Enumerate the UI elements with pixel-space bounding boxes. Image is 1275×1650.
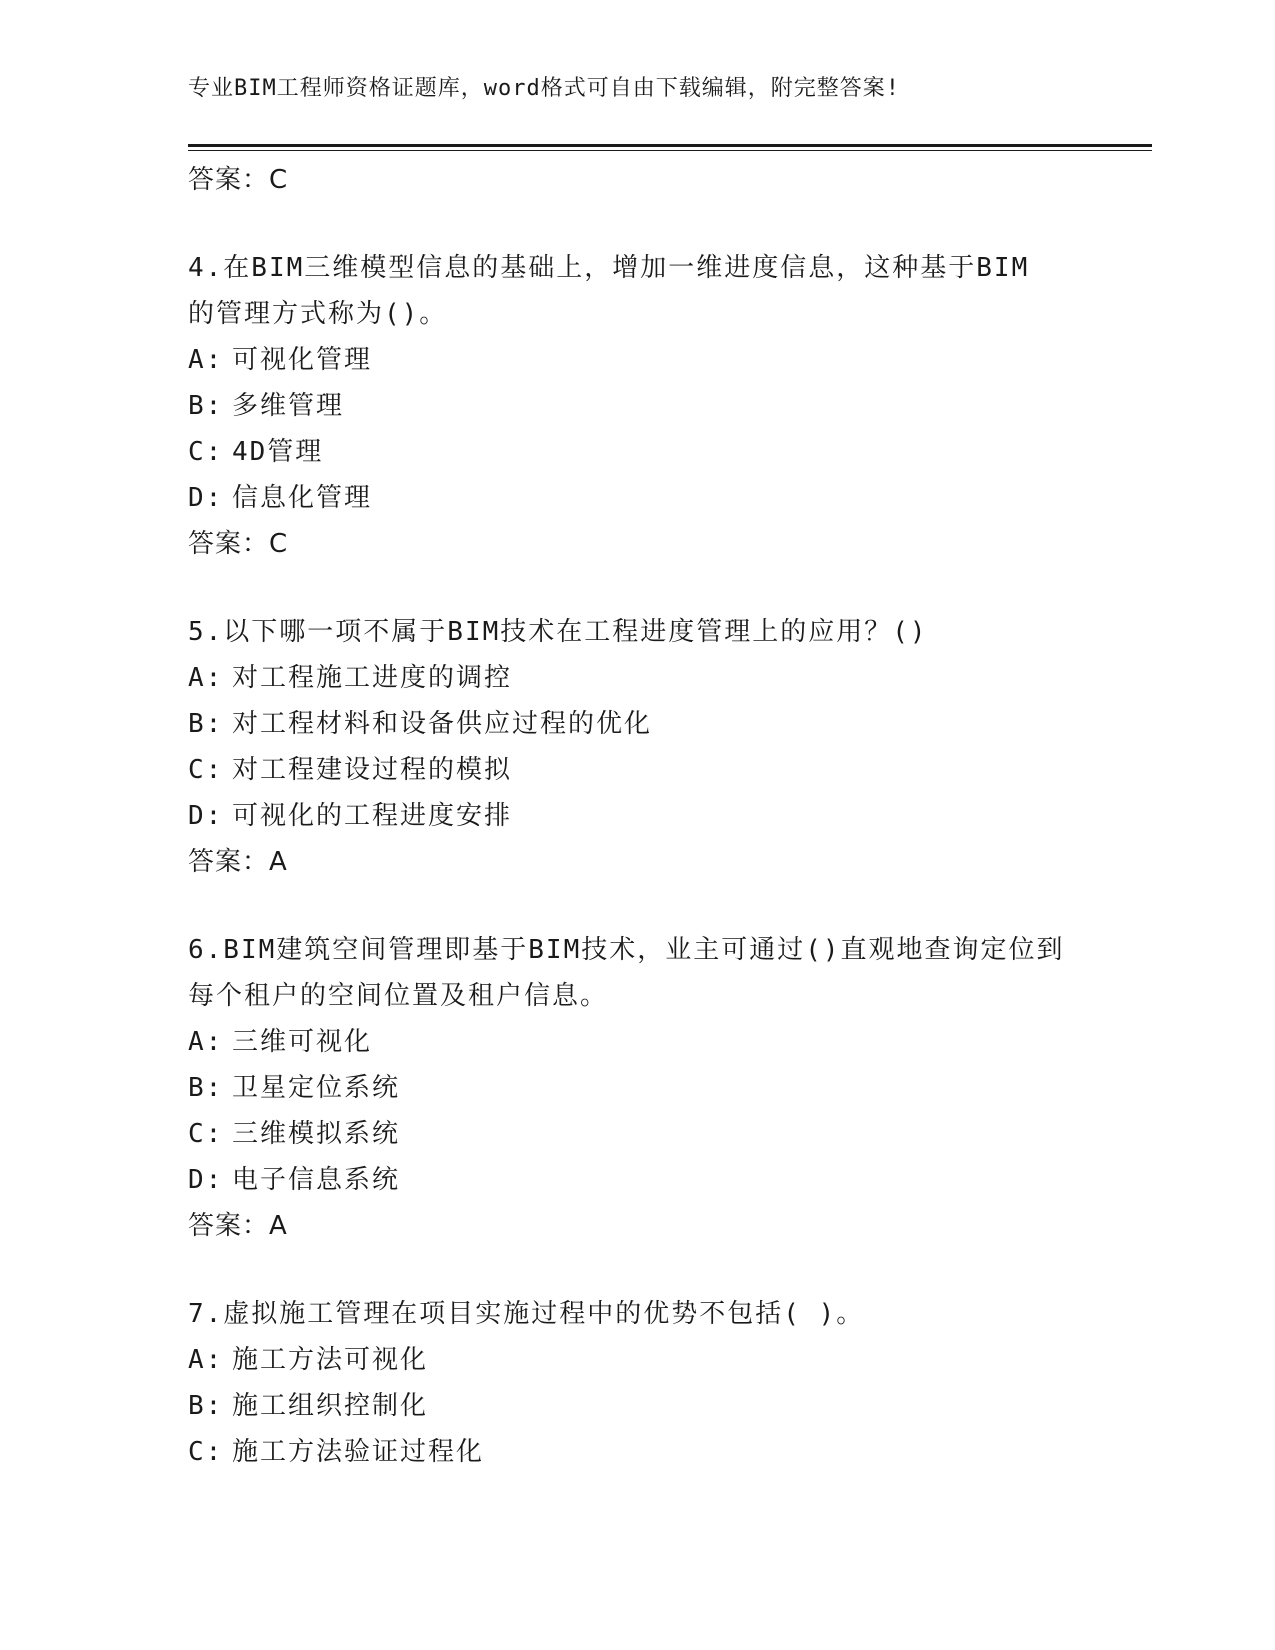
question-text: 4.在BIM三维模型信息的基础上，增加一维进度信息，这种基于BIM [188,253,1030,283]
answer-line: 答案：C [188,165,289,195]
question-block [188,1291,1088,1475]
option-label: D: [188,483,224,513]
question-text: 的管理方式称为()。 [188,299,448,329]
option-text: 卫星定位系统 [232,1073,401,1103]
option-b [188,701,1088,747]
option-c [188,429,1088,475]
option-label: C: [188,755,224,785]
option-d [188,1157,1088,1203]
option-text: 施工方法验证过程化 [232,1437,485,1467]
option-a [188,1019,1088,1065]
option-text: 对工程施工进度的调控 [232,663,513,693]
question-text: 5.以下哪一项不属于BIM技术在工程进度管理上的应用？() [188,617,928,647]
option-label: A: [188,345,224,375]
option-c [188,1429,1088,1475]
spacer [188,1249,1088,1291]
spacer [188,885,1088,927]
option-label: B: [188,1391,224,1421]
question-text: 7.虚拟施工管理在项目实施过程中的优势不包括( )。 [188,1299,865,1329]
option-text: 4D管理 [232,437,324,467]
header-rule-thin [188,150,1152,151]
option-b [188,1065,1088,1111]
option-label: D: [188,1165,224,1195]
spacer [188,567,1088,609]
option-label: C: [188,437,224,467]
option-text: 施工方法可视化 [232,1345,429,1375]
option-text: 三维可视化 [232,1027,373,1057]
option-b [188,383,1088,429]
spacer [188,203,1088,245]
option-a [188,1337,1088,1383]
option-text: 三维模拟系统 [232,1119,401,1149]
option-label: B: [188,709,224,739]
question-block [188,927,1088,1249]
option-label: B: [188,1073,224,1103]
option-text: 施工组织控制化 [232,1391,429,1421]
question-block [188,609,1088,885]
option-label: B: [188,391,224,421]
question-block [188,245,1088,567]
page-header-text: 专业BIM工程师资格证题库，word格式可自由下载编辑，附完整答案! [188,76,900,101]
option-text: 电子信息系统 [232,1165,401,1195]
option-label: C: [188,1119,224,1149]
header-rule-thick [188,144,1152,147]
option-label: D: [188,801,224,831]
option-a [188,337,1088,383]
option-c [188,747,1088,793]
option-text: 可视化的工程进度安排 [232,801,513,831]
option-d [188,793,1088,839]
option-c [188,1111,1088,1157]
question-text: 6.BIM建筑空间管理即基于BIM技术，业主可通过()直观地查询定位到 [188,935,1065,965]
option-label: A: [188,1027,224,1057]
option-text: 可视化管理 [232,345,373,375]
question-list [188,157,1088,1475]
option-text: 对工程建设过程的模拟 [232,755,513,785]
option-text: 对工程材料和设备供应过程的优化 [232,709,653,739]
option-a [188,655,1088,701]
question-text: 每个租户的空间位置及租户信息。 [188,981,609,1011]
option-text: 多维管理 [232,391,345,421]
answer-line: 答案：A [188,1211,288,1241]
answer-line: 答案：A [188,847,288,877]
answer-line: 答案：C [188,529,289,559]
option-d [188,475,1088,521]
option-label: A: [188,1345,224,1375]
option-b [188,1383,1088,1429]
option-text: 信息化管理 [232,483,373,513]
option-label: A: [188,663,224,693]
option-label: C: [188,1437,224,1467]
